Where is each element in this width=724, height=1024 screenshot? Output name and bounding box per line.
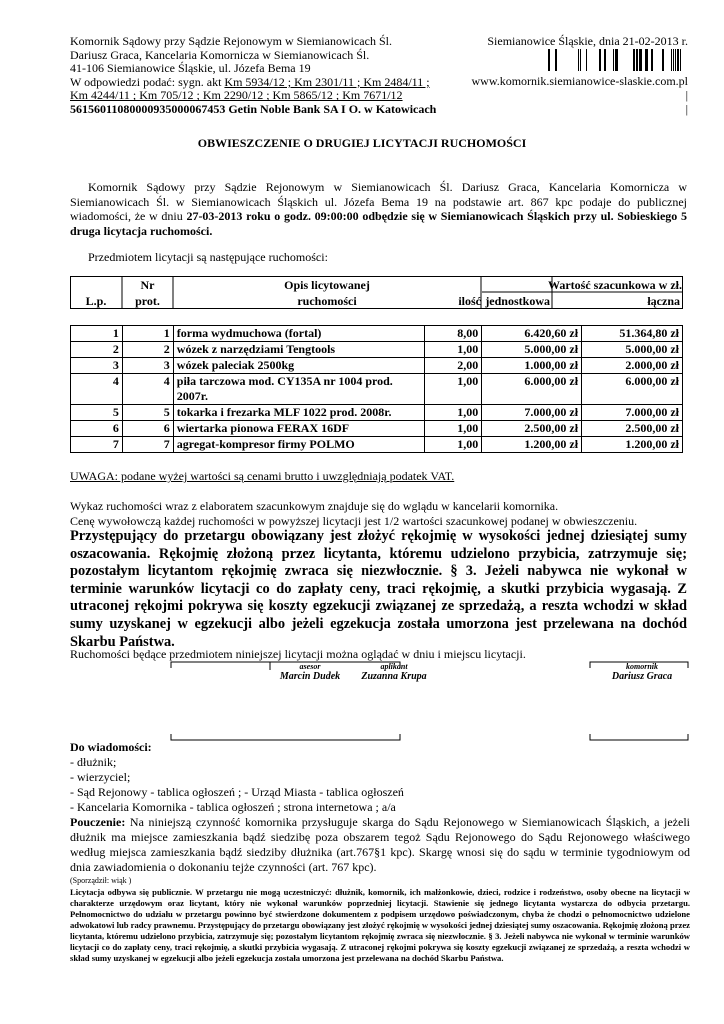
vat-notice: UWAGA: podane wyżej wartości są cenami brutto i uwzględniają podatek VAT.: [70, 469, 455, 483]
barcode-bar: [673, 49, 674, 71]
cell-opis: wózek z narzędziami Tengtools: [173, 342, 425, 358]
barcode-bar: [675, 49, 676, 71]
barcode-bar: [604, 49, 606, 71]
header-laczna: łączna: [647, 294, 680, 308]
sender-line: 41-106 Siemianowice Śląskie, ul. Józefa Bema 19: [70, 61, 311, 76]
barcode-bar: [677, 49, 679, 71]
header-lp: L.p.: [85, 294, 107, 308]
distribution-item: - Sąd Rejonowy - tablica ogłoszeń ; - Urząd Miasta - tablica ogłoszeń: [70, 785, 404, 799]
barcode-bar: [613, 49, 614, 71]
cell-ilosc: 1,00: [425, 437, 482, 453]
place-date-block: [470, 35, 688, 116]
document-title: OBWIESZCZENIE O DRUGIEJ LICYTACJI RUCHOMOŚCI: [197, 136, 527, 150]
cell-lp: 7: [71, 437, 123, 453]
cell-jednostkowa: 1.200,00 zł: [482, 437, 582, 453]
cell-lp: 5: [71, 405, 123, 421]
barcode-bar: [651, 49, 653, 71]
cell-nr: 4: [122, 374, 173, 405]
barcode-bar: [548, 49, 550, 71]
pouczenie-label: Pouczenie:: [70, 815, 126, 829]
cell-laczna: 2.000,00 zł: [582, 358, 683, 374]
signature-name: Zuzanna Krupa: [361, 671, 427, 682]
cell-jednostkowa: 6.000,00 zł: [482, 374, 582, 405]
barcode-bar: [645, 49, 648, 71]
cell-jednostkowa: 6.420,60 zł: [482, 326, 582, 342]
barcode-bar: [555, 49, 557, 71]
cell-nr: 6: [122, 421, 173, 437]
cell-ilosc: 2,00: [425, 358, 482, 374]
deposit-rules: Przystępujący do przetargu obowiązany jest złożyć rękojmię w wysokości jednej dziesiątej sumy oszacowania. Rękojmię złożoną przez licytanta, któremu udzielono przybicia, zatrzymuje się; pozostałym licytantom rękojmię zwraca się niezwłocznie. § 3. Jeżeli nabywca nie wykonał w terminie warunków licytacji co do zapłaty ceny, traci rękojmię, a skutki przybicia wygasają. Z utraconej rękojmi pokrywa się koszty egzekucji związanej ze sprzedażą, a reszta wchodzi w skład sumy uzyskanej w egzekucji albo jeżeli egzekucja została umorzona jest przelewana na dochód Skarbu Państwa.: [70, 528, 687, 650]
cell-opis: tokarka i frezarka MLF 1022 prod. 2008r.: [173, 405, 425, 421]
cell-lp: 1: [71, 326, 123, 342]
cell-opis: forma wydmuchowa (fortal): [173, 326, 425, 342]
table-row: [71, 421, 683, 437]
barcode-bar: [671, 49, 672, 71]
cell-ilosc: 1,00: [425, 342, 482, 358]
items-intro: Przedmiotem licytacji są następujące ruchomości:: [88, 250, 328, 264]
table-row: [71, 358, 683, 374]
cell-ilosc: 1,00: [425, 374, 482, 405]
cell-ilosc: 8,00: [425, 326, 482, 342]
barcode-bar: [615, 49, 618, 71]
case-numbers-1: Km 5934/12 ; Km 2301/11 ; Km 2484/11 ;: [224, 74, 430, 89]
signature-komornik: [592, 662, 692, 682]
barcode-bar: [633, 49, 635, 71]
distribution-item: - Kancelaria Komornika - tablica ogłoszeń ; strona internetowa ; a/a: [70, 800, 396, 814]
note-line: Wykaz ruchomości wraz z elaboratem szacunkowym znajduje się do wglądu w kancelarii komornika.: [70, 499, 559, 513]
cell-lp: 2: [71, 342, 123, 358]
intro-paragraph: [70, 180, 687, 238]
pouczenie: [70, 815, 690, 875]
cell-ilosc: 1,00: [425, 405, 482, 421]
header-ilosc: ilość: [458, 294, 481, 308]
margin-marks: | |: [685, 88, 688, 117]
cell-jednostkowa: 7.000,00 zł: [482, 405, 582, 421]
distribution-item: - wierzyciel;: [70, 770, 131, 784]
cell-nr: 2: [122, 342, 173, 358]
barcode-bar: [639, 49, 642, 71]
header-wartosc: Wartość szacunkowa w zł.: [548, 278, 682, 292]
cell-jednostkowa: 5.000,00 zł: [482, 342, 582, 358]
distribution-title: Do wiadomości:: [70, 740, 152, 754]
note-line: Cenę wywołowczą każdej ruchomości w powyższej licytacji jest 1/2 wartości szacunkowej podanej w obwieszczeniu.: [70, 514, 638, 528]
barcode-bar: [599, 49, 601, 71]
header-nr: Nr: [140, 278, 155, 292]
header-jednostkowa: jednostkowa: [485, 294, 550, 308]
sender-line: Komornik Sądowy przy Sądzie Rejonowym w Siemianowicach Śl.: [70, 34, 392, 48]
case-reference: [70, 76, 436, 90]
cell-laczna: 51.364,80 zł: [582, 326, 683, 342]
prepared-by: (Sporządził: wiąk ): [70, 876, 132, 885]
cell-lp: 4: [71, 374, 123, 405]
pouczenie-text: Na niniejszą czynność komornika przysługuje skarga do Sądu Rejonowego w Siemianowicach Śląskich, a jeżeli dłużnik ma miejsce zamieszkania bądź siedzibę poza obszarem tegoż Sądu Rejonowego do Sądu Rejonowego właściwego według miejsca zamieszkania bądź siedziby dłużnika (art.767§1 kpc). Skargę wnosi się do sądu w terminie tygodniowym od dnia zawiadomienia o dokonaniu tejże czynności (art. 767 kpc).: [70, 815, 690, 874]
barcode: [548, 49, 688, 71]
cell-opis: piła tarczowa mod. CY135A nr 1004 prod. 2007r.: [173, 374, 425, 405]
barcode-bar: [636, 49, 638, 71]
case-reference-prefix: W odpowiedzi podać: sygn. akt: [70, 74, 225, 89]
cell-nr: 7: [122, 437, 173, 453]
sender-block: [70, 35, 436, 117]
signature-name: Dariusz Graca: [611, 671, 673, 682]
table-row: [71, 437, 683, 453]
header-prot: prot.: [135, 294, 160, 308]
website: www.komornik.siemianowice-slaskie.com.pl: [471, 73, 688, 88]
intro-text: Komornik Sądowy przy Sądzie Rejonowym w Siemianowicach Śl. Dariusz Graca, Kancelaria Komornicza w Siemianowicach Śl. w Siemianowicach Śląskich ul. Józefa Bema 19 na podstawie art. 867 kpc podaje do publicznej wiadomości, że w dniu: [70, 180, 687, 223]
cell-lp: 3: [71, 358, 123, 374]
barcode-bar: [586, 49, 587, 71]
table-row: [71, 405, 683, 421]
items-table: [70, 325, 683, 453]
cell-nr: 5: [122, 405, 173, 421]
cell-opis: wiertarka pionowa FERAX 16DF: [173, 421, 425, 437]
cell-laczna: 2.500,00 zł: [582, 421, 683, 437]
table-row: [71, 374, 683, 405]
signature-role: komornik: [625, 662, 658, 671]
distribution-block: [70, 740, 690, 964]
header-opis: Opis licytowanej: [284, 278, 370, 292]
cell-jednostkowa: 1.000,00 zł: [482, 358, 582, 374]
notes: [70, 499, 687, 529]
header-ruchomosci: ruchomości: [297, 294, 357, 308]
barcode-bar: [680, 49, 681, 71]
barcode-bar: [662, 49, 664, 71]
signature-role: asesor: [299, 662, 321, 671]
signature-role: aplikant: [380, 662, 408, 671]
barcode-bar: [580, 49, 581, 71]
cell-laczna: 6.000,00 zł: [582, 374, 683, 405]
sender-line: Dariusz Graca, Kancelaria Komornicza w Siemianowicach Śl.: [70, 47, 370, 62]
cell-laczna: 1.200,00 zł: [582, 437, 683, 453]
cell-laczna: 7.000,00 zł: [582, 405, 683, 421]
fine-print: Licytacja odbywa się publicznie. W przetargu nie mogą uczestniczyć: dłużnik, komornik, ich małżonkowie, dzieci, rodzice i rodzeństwo, osoby obecne na licytacji w charakterze urzędowym oraz licytant, który nie wykonał warunków poprzedniej licytacji. Stawienie się jednego licytanta wystarcza do odbycia przetargu. Pełnomocnictwo do udziału w przetargu powinno być stwierdzone dokumentem z podpisem urzędowo poświadczonym, chyba że chodzi o pełnomocnictwo udzielone adwokatowi lub radcy prawnemu. Przystępujący do przetargu obowiązany jest złożyć rękojmię w wysokości jednej dziesiątej sumy oszacowania. Rękojmię złożoną przez licytanta, któremu udzielono przybicia, zatrzymuje się; pozostałym licytantom rękojmię zwraca się niezwłocznie. § 3. Jeżeli nabywca nie wykonał w terminie warunków licytacji co do zapłaty ceny, traci rękojmię, a skutki przybicia wygasają. Z utraconej rękojmi pokrywa się koszty egzekucji związanej ze sprzedażą, a reszta wchodzi w skład sumy uzyskanej w egzekucji albo jeżeli egzekucja została umorzona jest przelewana na dochód Skarbu Państwa.: [70, 887, 690, 963]
intro-auction-details: 27-03-2013 roku o godz. 09:00:00 odbędzie się w Siemianowicach Śląskich przy ul. Sobieskiego 5 druga licytacja ruchomości.: [70, 209, 687, 238]
cell-nr: 1: [122, 326, 173, 342]
cell-jednostkowa: 2.500,00 zł: [482, 421, 582, 437]
table-row: [71, 326, 683, 342]
cell-ilosc: 1,00: [425, 421, 482, 437]
cell-laczna: 5.000,00 zł: [582, 342, 683, 358]
signature-name: Marcin Dudek: [279, 671, 341, 682]
bank-account: 56156011080000935000067453 Getin Noble Bank SA I O. w Katowicach: [70, 101, 437, 116]
cell-opis: agregat-kompresor firmy POLMO: [173, 437, 425, 453]
case-numbers-2: Km 4244/11 ; Km 705/12 ; Km 2290/12 ; Km 5865/12 ; Km 7671/12: [70, 88, 403, 103]
place-date: Siemianowice Śląskie, dnia 21-02-2013 r.: [487, 34, 688, 48]
cell-lp: 6: [71, 421, 123, 437]
cell-nr: 3: [122, 358, 173, 374]
barcode-bar: [578, 49, 579, 71]
signature-aplikant: [350, 662, 438, 682]
distribution-item: - dłużnik;: [70, 755, 117, 769]
signature-asesor: [270, 662, 350, 682]
table-header: [70, 277, 684, 309]
table-row: [71, 342, 683, 358]
cell-opis: wózek paleciak 2500kg: [173, 358, 425, 374]
viewing-notice: Ruchomości będące przedmiotem niniejszej licytacji można oglądać w dniu i miejscu licytacji.: [70, 647, 526, 661]
